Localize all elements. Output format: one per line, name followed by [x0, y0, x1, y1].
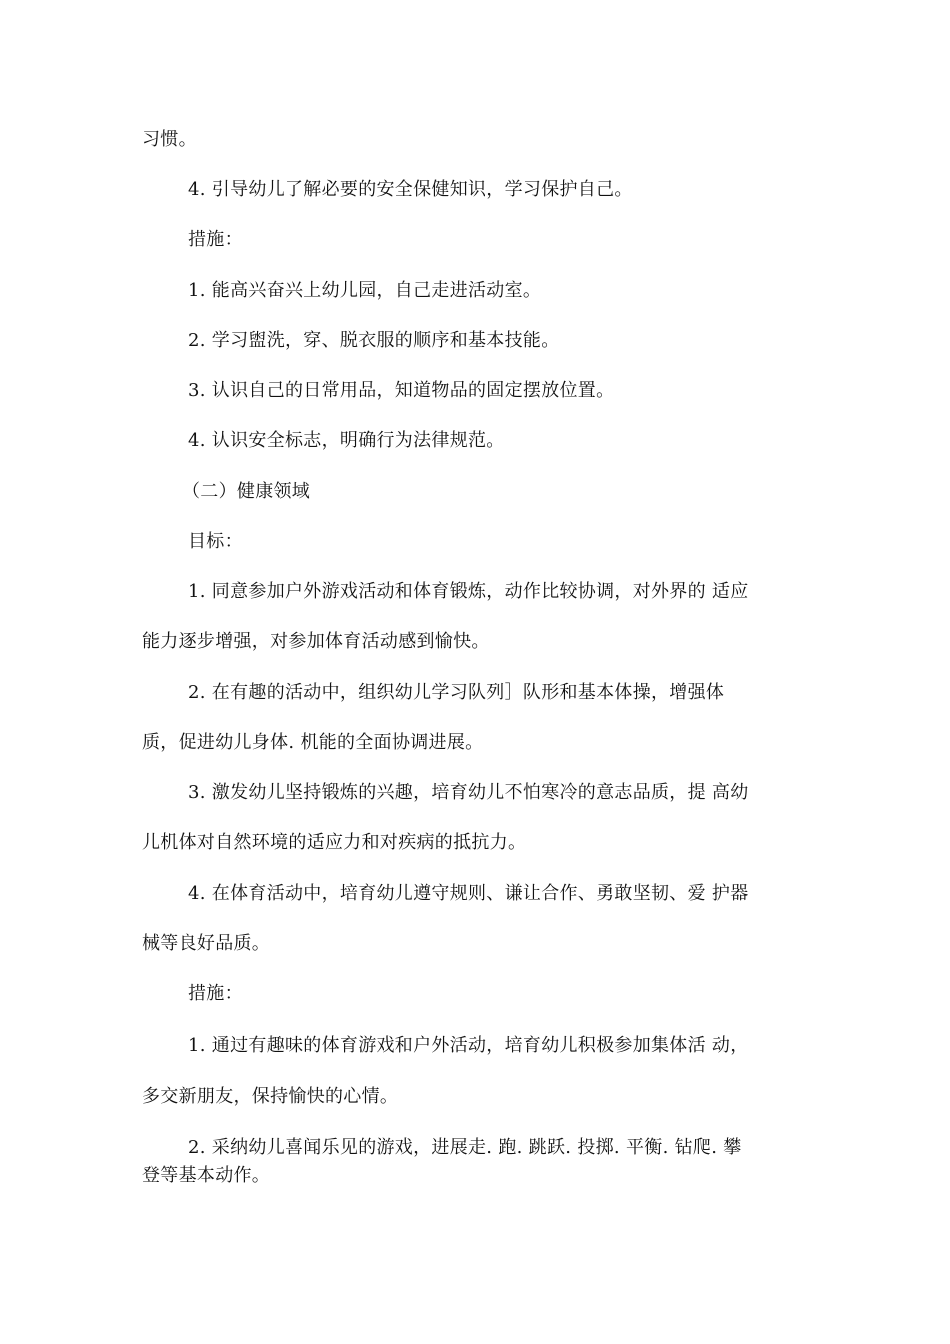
- list-item: 1. 通过有趣味的体育游戏和户外活动，培育幼儿积极参加集体活 动，: [188, 1035, 749, 1056]
- text-line: 4. 引导幼儿了解必要的安全保健知识，学习保护自己。: [188, 179, 633, 200]
- text-line: 习惯。: [142, 129, 197, 150]
- text-line: 儿机体对自然环境的适应力和对疾病的抵抗力。: [142, 832, 527, 853]
- list-item: 2. 在有趣的活动中，组织幼儿学习队列］队形和基本体操，增强体: [188, 682, 725, 703]
- list-item: 2. 学习盥洗，穿、脱衣服的顺序和基本技能。: [188, 330, 560, 351]
- list-item: 1. 能高兴奋兴上幼儿园，自己走进活动室。: [188, 280, 542, 301]
- list-item: 3. 激发幼儿坚持锻炼的兴趣，培育幼儿不怕寒冷的意志品质，提 高幼: [188, 782, 749, 803]
- list-item: 4. 认识安全标志，明确行为法律规范。: [188, 430, 505, 451]
- list-item: 2. 采纳幼儿喜闻乐见的游戏，进展走. 跑. 跳跃. 投掷. 平衡. 钻爬. 攀: [188, 1137, 742, 1158]
- section-label: 措施：: [188, 229, 243, 250]
- list-item: 3. 认识自己的日常用品，知道物品的固定摆放位置。: [188, 380, 615, 401]
- section-label: 措施：: [188, 983, 243, 1004]
- section-heading: （二）健康领域: [182, 481, 311, 502]
- text-line: 能力逐步增强，对参加体育活动感到愉快。: [142, 631, 490, 652]
- text-line: 多交新朋友，保持愉快的心情。: [142, 1086, 399, 1107]
- list-item: 4. 在体育活动中，培育幼儿遵守规则、谦让合作、勇敢坚韧、爱 护器: [188, 883, 749, 904]
- section-label: 目标：: [188, 531, 243, 552]
- text-line: 登等基本动作。: [142, 1165, 271, 1186]
- text-line: 质，促进幼儿身体. 机能的全面协调进展。: [142, 732, 484, 753]
- list-item: 1. 同意参加户外游戏活动和体育锻炼，动作比较协调，对外界的 适应: [188, 581, 749, 602]
- text-line: 械等良好品质。: [142, 933, 271, 954]
